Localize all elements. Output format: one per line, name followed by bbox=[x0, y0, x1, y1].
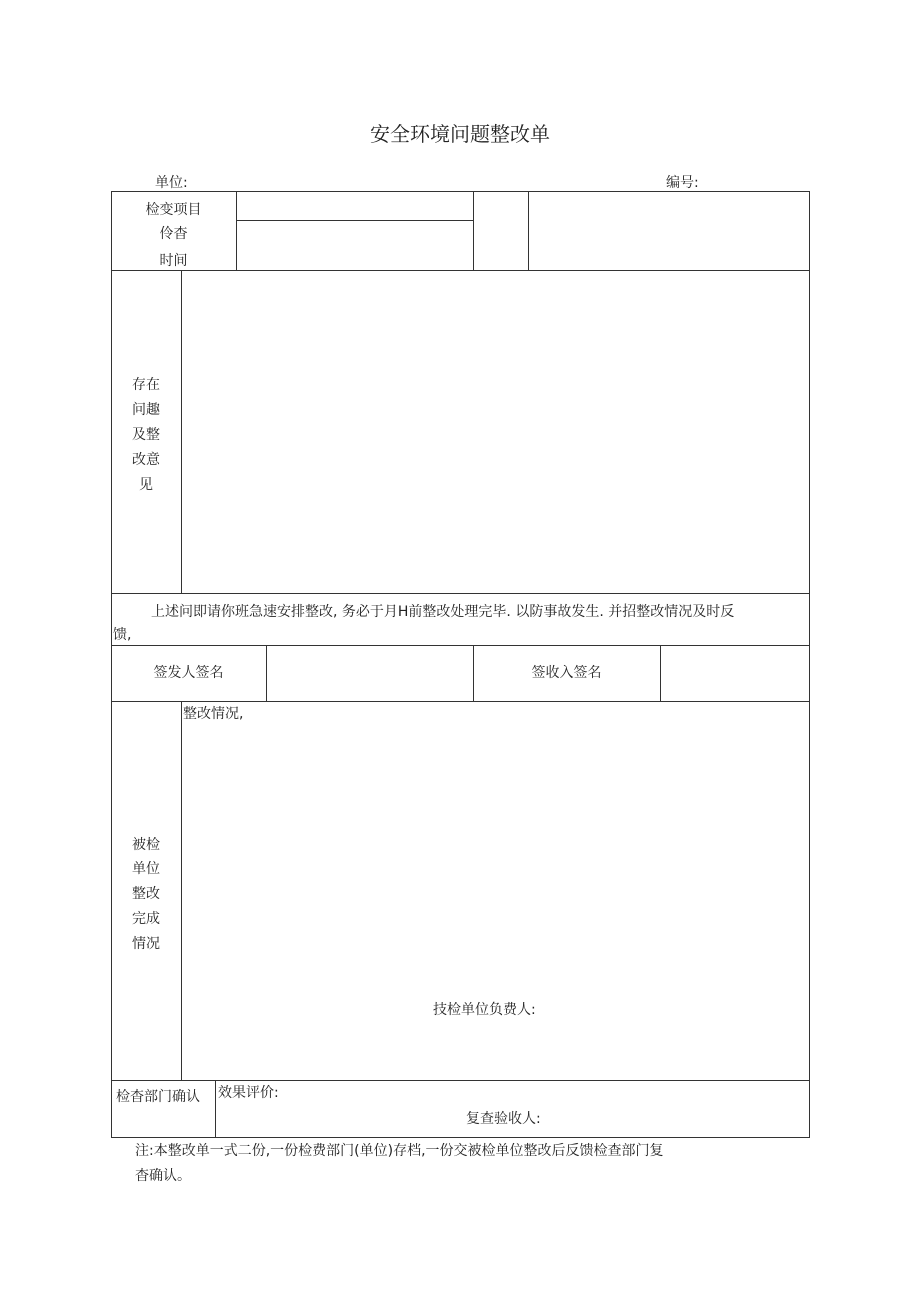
problem-opinion-field[interactable] bbox=[182, 271, 809, 593]
inspection-time-label-1: 伶杳 bbox=[159, 226, 188, 242]
inspection-time-label-2: 时间 bbox=[159, 253, 188, 269]
reviewer-label: 复查验收人: bbox=[466, 1111, 541, 1127]
inspection-item-label: 检变项目 bbox=[145, 202, 202, 218]
notice-text-line-1: 上述问即请你班急速安排整改, 务必于月H前整改处理完毕. 以防事故发生. 并招整改情况及时反 bbox=[151, 604, 735, 620]
dept-confirm-label: 检杳部门确认 bbox=[116, 1089, 200, 1105]
rectification-status-field[interactable] bbox=[182, 728, 809, 988]
inspection-item-field[interactable] bbox=[237, 192, 473, 220]
rectification-status-label: 整改情况, bbox=[183, 706, 244, 722]
responsible-person-label: 技检单位负费人: bbox=[433, 1002, 536, 1018]
footnote-line-2: 杳确认。 bbox=[135, 1168, 191, 1184]
completion-label-line-2: 单位 bbox=[132, 861, 160, 877]
problem-label-line-2: 问趣 bbox=[132, 402, 160, 418]
top-right-blank-cell[interactable] bbox=[529, 192, 809, 270]
page-title: 安全环境问题整改单 bbox=[370, 122, 550, 146]
notice-text-line-2: 馈, bbox=[113, 627, 132, 643]
completion-label-line-3: 整改 bbox=[132, 886, 160, 902]
receiver-sign-field[interactable] bbox=[661, 646, 809, 701]
top-middle-blank-cell[interactable] bbox=[474, 192, 528, 270]
problem-label-line-4: 改意 bbox=[132, 452, 160, 468]
number-label: 编号: bbox=[666, 175, 699, 191]
receiver-sign-label: 签收入签名 bbox=[531, 665, 602, 681]
completion-label-line-1: 被检 bbox=[132, 837, 160, 853]
problem-label-line-3: 及整 bbox=[132, 427, 160, 443]
completion-label-line-4: 完成 bbox=[132, 911, 160, 927]
issuer-sign-field[interactable] bbox=[267, 646, 473, 701]
issuer-sign-label: 签发人签名 bbox=[153, 665, 224, 681]
completion-label-line-5: 情况 bbox=[132, 936, 160, 952]
inspection-time-field[interactable] bbox=[237, 221, 473, 270]
problem-label-line-1: 存在 bbox=[132, 377, 160, 393]
effect-eval-label: 效果评价: bbox=[218, 1085, 279, 1101]
problem-label-line-5: 见 bbox=[139, 477, 153, 493]
unit-label: 单位: bbox=[155, 175, 188, 191]
footnote-line-1: 注:本整改单一式二份,一份检费部门(单位)存档,一份交被检单位整改后反馈检查部门复 bbox=[135, 1143, 664, 1159]
